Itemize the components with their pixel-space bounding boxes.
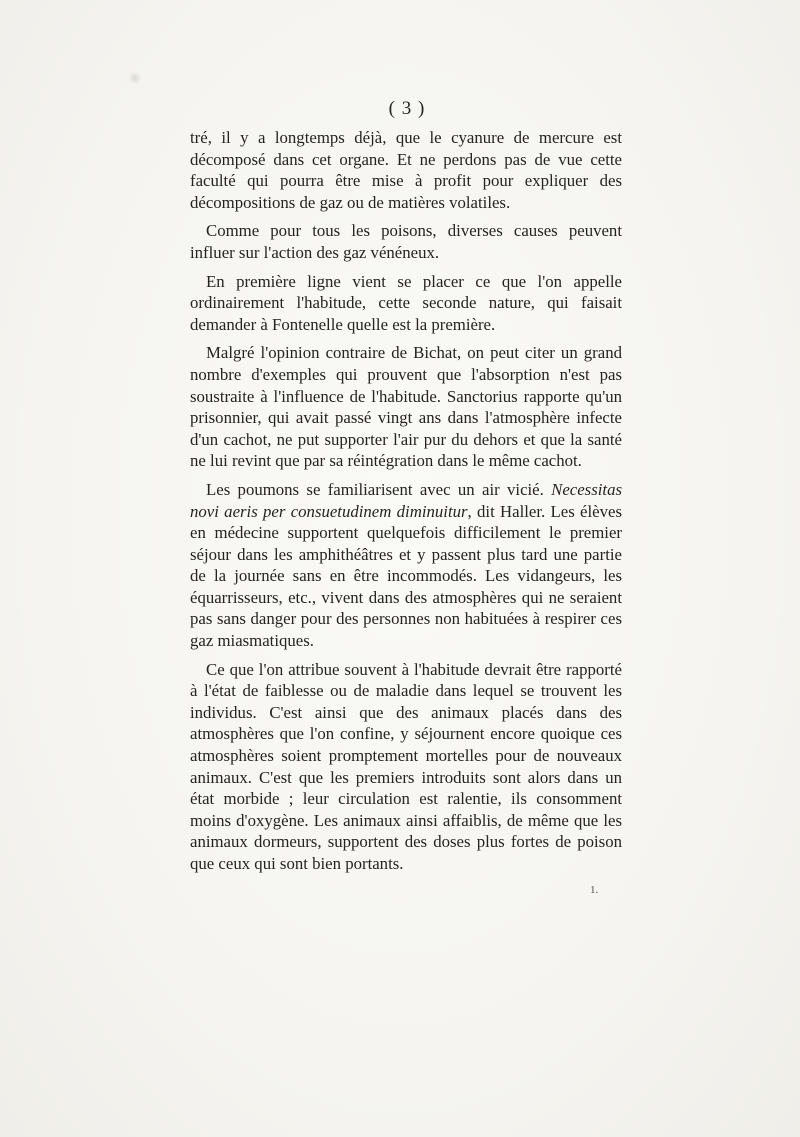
paragraph <box>190 479 622 652</box>
paragraph-text: Ce que l'on attribue souvent à l'habitude devrait être rapporté à l'état de faiblesse ou de maladie dans lequel se trouvent les individus. C'est ainsi que des animaux placés dans des atmosphères que l'on confine, y séjournent encore quoique ces atmosphères soient promptement mortelles pour de nouveaux animaux. C'est que les premiers introduits sont alors dans un état morbide ; leur circulation est ralentie, ils consomment moins d'oxygène. Les animaux ainsi affaiblis, de même que les animaux dormeurs, supportent des doses plus fortes de poison que ceux qui sont bien portants. <box>190 659 622 873</box>
paragraph-text: Les poumons se familiarisent avec un air vicié. <box>206 479 552 499</box>
signature-mark: 1. <box>590 884 599 896</box>
body-text <box>190 127 622 882</box>
page-number <box>0 98 800 120</box>
paper-stain <box>128 72 142 84</box>
paragraph-text: , dit Haller. Les élèves en médecine supportent quelquefois difficilement le premier séjour dans les amphithéâtres et y passent plus tard une partie de la journée sans en être incommodés. Les vidangeurs, les équarrisseurs, etc., vivent dans des atmosphères qui ne seraient pas sans danger pour des personnes non habituées à respirer ces gaz miasmatiques. <box>190 501 622 651</box>
paragraph <box>190 220 622 263</box>
paragraph <box>190 342 622 472</box>
paragraph-text: En première ligne vient se placer ce que l'on appelle ordinairement l'habitude, cette seconde nature, qui faisait demander à Fontenelle quelle est la première. <box>190 271 622 334</box>
paragraph-text: Comme pour tous les poisons, diverses causes peuvent influer sur l'action des gaz vénéneux. <box>190 221 622 262</box>
paragraph-text: tré, il y a longtemps déjà, que le cyanure de mercure est décomposé dans cet organe. Et ne perdons pas de vue cette faculté qui pourra être mise à profit pour expliquer des décompositions de gaz ou de matières volatiles. <box>190 128 622 212</box>
paragraph <box>190 659 622 875</box>
paragraph-text: Malgré l'opinion contraire de Bichat, on peut citer un grand nombre d'exemples qui prouvent que l'absorption n'est pas soustraite à l'influence de l'habitude. Sanctorius rapporte qu'un prisonnier, qui avait passé vingt ans dans l'atmosphère infecte d'un cachot, ne put supporter l'air pur du dehors et que la santé ne lui revint que par sa réintégration dans le même cachot. <box>190 343 622 471</box>
page-number-text: ( 3 ) <box>388 98 426 119</box>
latin-quotation: Necessitas novi aeris per consuetudinem diminuitur <box>190 479 622 521</box>
paragraph <box>190 127 622 213</box>
paragraph <box>190 271 622 336</box>
